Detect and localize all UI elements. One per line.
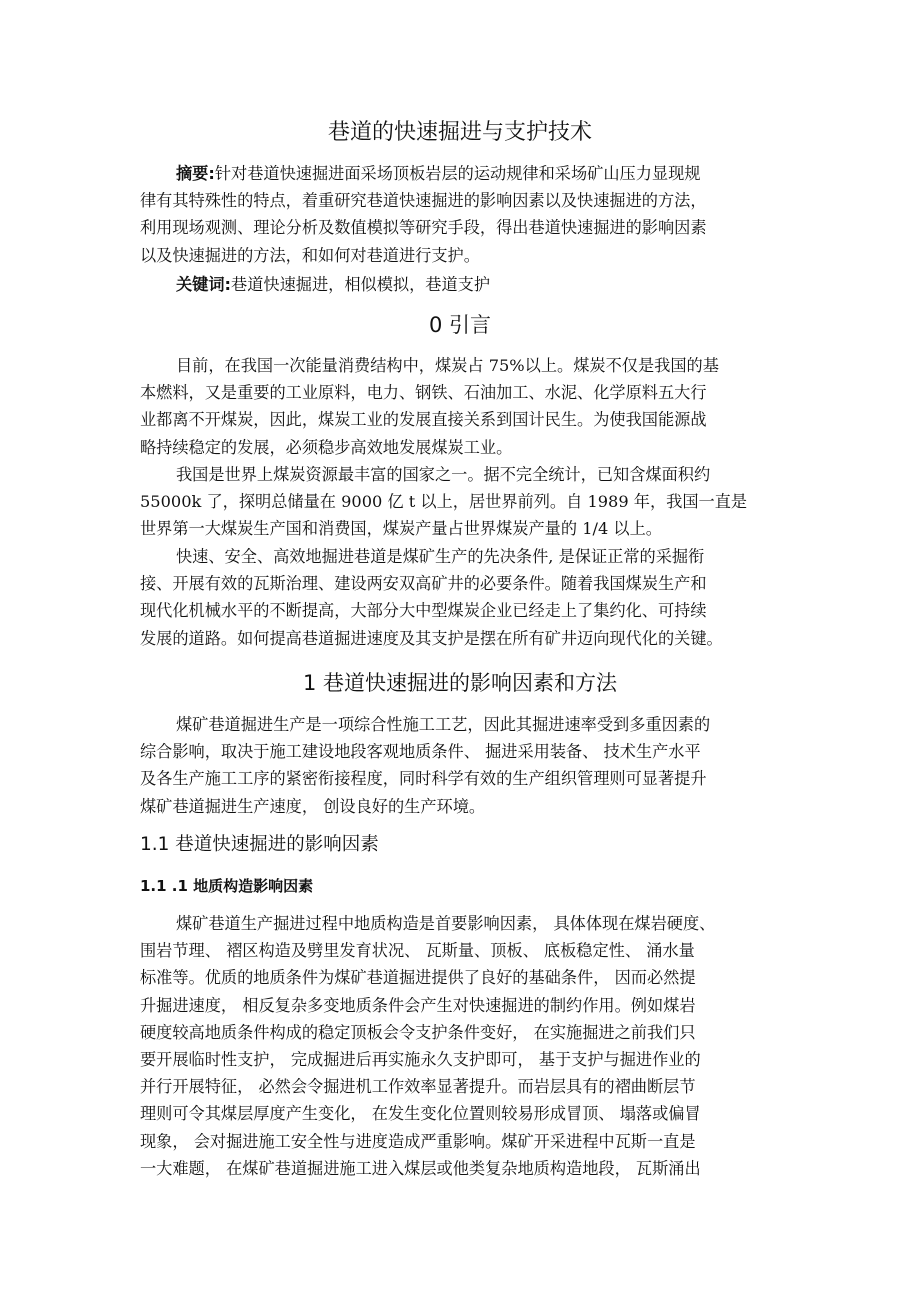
paragraph-line: 接、开展有效的瓦斯治理、建设两安双高矿井的必要条件。随着我国煤炭生产和 [140,574,707,594]
abstract-line: 律有其特殊性的特点，着重研究巷道快速掘进的影响因素以及快速掘进的方法， [140,191,707,211]
section-0-heading: 0 引言 [428,313,492,337]
paragraph-line: 煤矿巷道生产掘进过程中地质构造是首要影响因素， 具体体现在煤岩硬度、 [176,914,716,933]
section-0-paragraph [140,543,792,652]
paragraph-line: 我国是世界上煤炭资源最丰富的国家之一。据不完全统计，已知含煤面积约 [176,465,711,484]
section-0-paragraph [140,461,792,543]
paragraph-line: 发展的道路。如何提高巷道掘进速度及其支护是摆在所有矿井迈向现代化的关键。 [140,628,723,648]
section-1-paragraph [140,711,792,820]
paragraph-line: 理则可令其煤层厚度产生变化， 在发生变化位置则较易形成冒顶、 塌落或偏冒 [140,1104,701,1124]
paragraph-line: 世界第一大煤炭生产国和消费国，煤炭产量占世界煤炭产量的 1/4 以上。 [140,519,662,539]
paragraph-line: 略持续稳定的发展，必须稳步高效地发展煤炭工业。 [140,437,513,457]
keywords-line [140,271,792,298]
paragraph-line: 本燃料，又是重要的工业原料，电力、钢铁、石油加工、水泥、化学原料五大行 [140,383,707,403]
paragraph-line: 围岩节理、 褶区构造及劈里发育状况、 瓦斯量、顶板、 底板稳定性、 涌水量 [140,941,695,961]
paragraph-line: 综合影响，取决于施工建设地段客观地质条件、 掘进采用装备、 技术生产水平 [140,742,701,762]
abstract [140,160,792,269]
paragraph-line: 现代化机械水平的不断提高，大部分大中型煤炭企业已经走上了集约化、可持续 [140,601,707,621]
section-1-heading: 1 巷道快速掘进的影响因素和方法 [302,671,618,695]
section-1-1-1-heading: 1.1 .1 地质构造影响因素 [140,877,314,895]
section-1-1-heading: 1.1 巷道快速掘进的影响因素 [140,834,379,855]
paragraph-line: 55000k 了，探明总储量在 9000 亿 t 以上，居世界前列。自 1989 年，我国一直是 [140,492,748,512]
abstract-line: 摘要:针对巷道快速掘进面采场顶板岩层的运动规律和采场矿山压力显现规 [176,164,701,183]
paragraph-line: 及各生产施工工序的紧密衔接程度，同时科学有效的生产组织管理则可显著提升 [140,769,707,789]
paragraph-line: 标准等。优质的地质条件为煤矿巷道掘进提供了良好的基础条件， 因而必然提 [140,968,696,988]
keywords-label: 关键词: [176,275,232,294]
paragraph-line: 现象， 会对掘进施工安全性与进度造成严重影响。煤矿开采进程中瓦斯一直是 [140,1131,696,1151]
paragraph-line: 要开展临时性支护， 完成掘进后再实施永久支护即可， 基于支护与掘进作业的 [140,1049,701,1069]
abstract-label: 摘要: [176,164,215,183]
paragraph-line: 一大难题， 在煤矿巷道掘进施工进入煤层或他类复杂地质构造地段， 瓦斯涌出 [140,1158,701,1178]
paragraph-line: 目前，在我国一次能量消费结构中，煤炭占 75%以上。煤炭不仅是我国的基 [176,356,719,375]
abstract-line: 以及快速掘进的方法，和如何对巷道进行支护。 [140,245,480,265]
paragraph-line: 煤矿巷道掘进生产是一项综合性施工工艺，因此其掘进速率受到多重因素的 [176,715,711,734]
keywords [140,271,792,298]
keywords-text: 巷道快速掘进，相似模拟，巷道支护 [231,275,491,294]
section-1-1-1-paragraph [140,910,792,1182]
paragraph-line: 快速、安全、高效地掘进巷道是煤矿生产的先决条件, 是保证正常的采掘衔 [176,547,705,566]
document-title: 巷道的快速掘进与支护技术 [327,120,592,145]
abstract-line: 利用现场观测、理论分析及数值模拟等研究手段，得出巷道快速掘进的影响因素 [140,218,707,238]
section-0-paragraph [140,352,792,461]
paragraph-line: 硬度较高地质条件构成的稳定顶板会令支护条件变好， 在实施掘进之前我们只 [140,1022,696,1042]
paragraph-line: 并行开展特征， 必然会令掘进机工作效率显著提升。而岩层具有的褶曲断层节 [140,1077,696,1097]
paragraph-line: 升掘进速度， 相反复杂多变地质条件会产生对快速掘进的制约作用。例如煤岩 [140,995,696,1015]
paragraph-line: 煤矿巷道掘进生产速度， 创设良好的生产环境。 [140,796,486,816]
paragraph-line: 业都离不开煤炭，因此，煤炭工业的发展直接关系到国计民生。为使我国能源战 [140,410,707,430]
